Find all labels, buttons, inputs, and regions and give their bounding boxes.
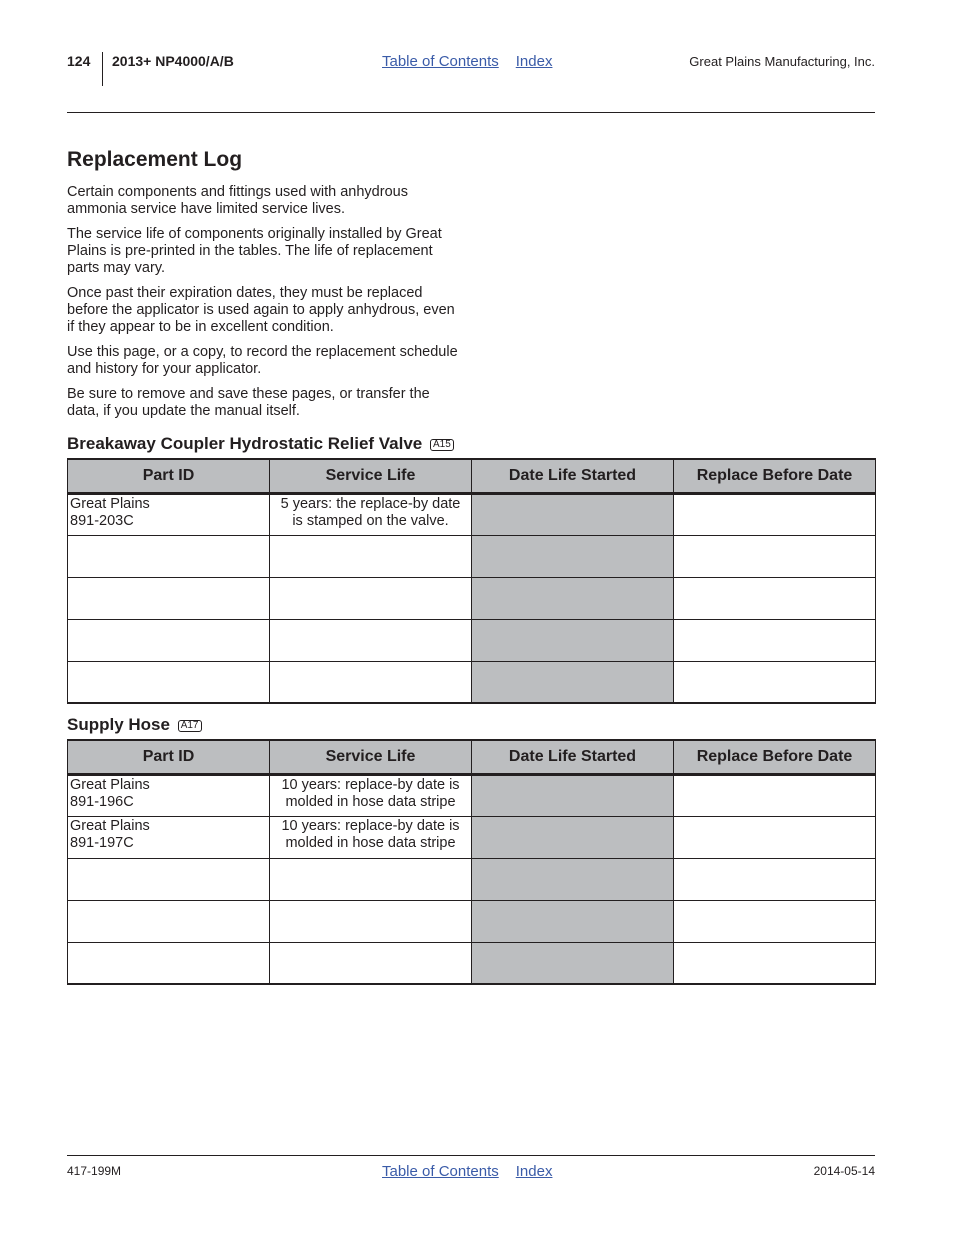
life-line: molded in hose data stripe bbox=[285, 834, 456, 851]
life-line: 5 years: the replace-by date bbox=[280, 495, 461, 512]
table-row bbox=[68, 900, 876, 942]
col-service-life: Service Life bbox=[270, 459, 472, 493]
date-started-cell[interactable] bbox=[472, 535, 674, 577]
service-life-cell[interactable] bbox=[270, 858, 472, 900]
part-line: Great Plains bbox=[70, 495, 150, 512]
replace-before-cell[interactable] bbox=[674, 535, 876, 577]
life-line: 10 years: replace-by date is bbox=[281, 776, 460, 793]
supply-hose-table bbox=[67, 739, 876, 985]
replace-before-cell[interactable] bbox=[674, 577, 876, 619]
service-life-cell bbox=[270, 493, 472, 535]
col-replace-before-date: Replace Before Date bbox=[674, 740, 876, 774]
footer-toc-link[interactable]: Table of Contents bbox=[382, 1163, 499, 1180]
col-date-life-started: Date Life Started bbox=[472, 459, 674, 493]
replace-before-cell[interactable] bbox=[674, 774, 876, 816]
publication-date: 2014-05-14 bbox=[813, 1164, 875, 1178]
table-row bbox=[68, 535, 876, 577]
table-row bbox=[68, 858, 876, 900]
footer-rule bbox=[67, 1155, 875, 1156]
header-nav bbox=[382, 53, 552, 70]
life-line: molded in hose data stripe bbox=[285, 793, 456, 810]
document-number: 417-199M bbox=[67, 1164, 122, 1178]
section-title-supply-hose bbox=[67, 715, 202, 735]
part-id-cell[interactable] bbox=[68, 577, 270, 619]
table-row bbox=[68, 661, 876, 703]
part-id-cell bbox=[68, 816, 270, 858]
table-header-row bbox=[68, 740, 876, 774]
replace-before-cell[interactable] bbox=[674, 858, 876, 900]
table-header-row bbox=[68, 459, 876, 493]
service-life-cell[interactable] bbox=[270, 577, 472, 619]
col-replace-before-date: Replace Before Date bbox=[674, 459, 876, 493]
part-id-cell[interactable] bbox=[68, 942, 270, 984]
service-life-cell[interactable] bbox=[270, 535, 472, 577]
part-line: Great Plains bbox=[70, 817, 150, 834]
section-title-text: Breakaway Coupler Hydrostatic Relief Valve bbox=[67, 434, 423, 453]
replace-before-cell[interactable] bbox=[674, 619, 876, 661]
service-life-cell[interactable] bbox=[270, 900, 472, 942]
service-life-cell[interactable] bbox=[270, 942, 472, 984]
service-life-cell[interactable] bbox=[270, 619, 472, 661]
replace-before-cell[interactable] bbox=[674, 661, 876, 703]
part-line: 891-203C bbox=[70, 512, 134, 529]
date-started-cell[interactable] bbox=[472, 774, 674, 816]
part-id-cell[interactable] bbox=[68, 858, 270, 900]
intro-paragraph: Use this page, or a copy, to record the replacement schedule and history for your applicator. bbox=[67, 344, 458, 377]
section-title-relief-valve bbox=[67, 434, 454, 454]
table-row bbox=[68, 774, 876, 816]
date-started-cell[interactable] bbox=[472, 900, 674, 942]
intro-text bbox=[67, 184, 462, 428]
col-date-life-started: Date Life Started bbox=[472, 740, 674, 774]
company-name: Great Plains Manufacturing, Inc. bbox=[689, 54, 875, 69]
reference-tag: A15 bbox=[430, 439, 454, 451]
table-row bbox=[68, 816, 876, 858]
page-number: 124 bbox=[67, 53, 91, 69]
part-line: 891-196C bbox=[70, 793, 134, 810]
date-started-cell[interactable] bbox=[472, 577, 674, 619]
reference-tag: A17 bbox=[178, 720, 202, 732]
header-toc-link[interactable]: Table of Contents bbox=[382, 53, 499, 70]
service-life-cell bbox=[270, 774, 472, 816]
replace-before-cell[interactable] bbox=[674, 493, 876, 535]
date-started-cell[interactable] bbox=[472, 942, 674, 984]
life-line: 10 years: replace-by date is bbox=[281, 817, 460, 834]
table-row bbox=[68, 493, 876, 535]
date-started-cell[interactable] bbox=[472, 816, 674, 858]
intro-paragraph: Certain components and fittings used with anhydrous ammonia service have limited service lives. bbox=[67, 184, 408, 217]
footer-index-link[interactable]: Index bbox=[515, 1163, 553, 1180]
table-row bbox=[68, 942, 876, 984]
date-started-cell[interactable] bbox=[472, 619, 674, 661]
service-life-cell bbox=[270, 816, 472, 858]
intro-paragraph: The service life of components originally installed by Great Plains is pre-printed in the tables. The life of replacement parts may vary. bbox=[67, 226, 442, 276]
section-title-text: Supply Hose bbox=[67, 715, 170, 734]
header-rule bbox=[67, 112, 875, 113]
service-life-cell[interactable] bbox=[270, 661, 472, 703]
col-part-id: Part ID bbox=[68, 740, 270, 774]
part-id-cell bbox=[68, 493, 270, 535]
part-id-cell[interactable] bbox=[68, 535, 270, 577]
part-id-cell[interactable] bbox=[68, 661, 270, 703]
part-line: 891-197C bbox=[70, 834, 134, 851]
col-service-life: Service Life bbox=[270, 740, 472, 774]
part-id-cell[interactable] bbox=[68, 900, 270, 942]
page-title: Replacement Log bbox=[67, 148, 243, 171]
date-started-cell[interactable] bbox=[472, 858, 674, 900]
date-started-cell[interactable] bbox=[472, 661, 674, 703]
table-row bbox=[68, 619, 876, 661]
relief-valve-table bbox=[67, 458, 876, 704]
intro-paragraph: Be sure to remove and save these pages, or transfer the data, if you update the manual itself. bbox=[67, 386, 430, 419]
part-id-cell[interactable] bbox=[68, 619, 270, 661]
replace-before-cell[interactable] bbox=[674, 816, 876, 858]
part-line: Great Plains bbox=[70, 776, 150, 793]
footer-nav bbox=[382, 1163, 552, 1180]
table-row bbox=[68, 577, 876, 619]
header-divider bbox=[102, 52, 103, 86]
date-started-cell[interactable] bbox=[472, 493, 674, 535]
header-index-link[interactable]: Index bbox=[515, 53, 553, 70]
model-name: 2013+ NP4000/A/B bbox=[112, 53, 234, 69]
replace-before-cell[interactable] bbox=[674, 942, 876, 984]
replace-before-cell[interactable] bbox=[674, 900, 876, 942]
part-id-cell bbox=[68, 774, 270, 816]
col-part-id: Part ID bbox=[68, 459, 270, 493]
intro-paragraph: Once past their expiration dates, they must be replaced before the applicator is used again to apply anhydrous, even if they appear to be in excellent condition. bbox=[67, 285, 455, 335]
life-line: is stamped on the valve. bbox=[292, 512, 449, 529]
